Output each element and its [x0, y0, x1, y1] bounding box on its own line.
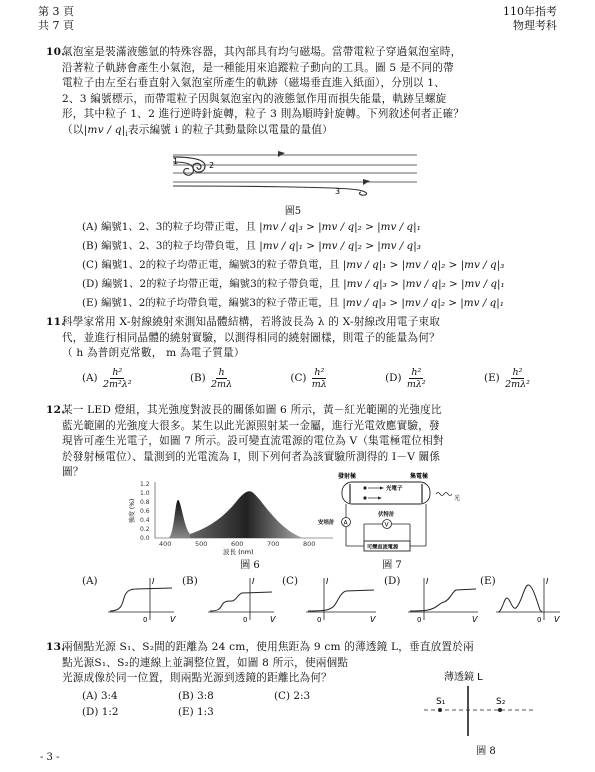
option-d[interactable]: (D)	[384, 575, 401, 587]
option-b[interactable]: (B) $\frac{h}{2m\lambda}$	[189, 367, 233, 390]
svg-text:0: 0	[537, 616, 542, 624]
s1-label: S₁	[436, 697, 446, 707]
svg-text:A: A	[343, 519, 348, 527]
svg-text:0.4: 0.4	[140, 517, 150, 524]
question-10	[46, 45, 562, 143]
figure-5-tracks	[165, 148, 425, 198]
figure-6-spectrum	[128, 478, 338, 556]
svg-text:I: I	[252, 577, 255, 586]
svg-text:V: V	[170, 615, 176, 624]
photoelectron-label: 光電子	[386, 486, 403, 492]
svg-text:0: 0	[243, 616, 248, 624]
subject-name: 物理考科	[513, 19, 557, 32]
dc-source-label: 可變直流電源	[367, 544, 399, 551]
svg-text:0: 0	[317, 616, 322, 624]
svg-text:I: I	[326, 577, 329, 586]
iv-graph-e	[494, 576, 564, 626]
page-number: 第 3 頁	[38, 5, 74, 18]
track-label-3: 3	[335, 187, 341, 196]
option-b[interactable]: (B) 3:8	[178, 690, 214, 702]
collector-label: 集電極	[410, 473, 429, 480]
iv-graph-c	[304, 576, 378, 626]
svg-text:400: 400	[159, 540, 172, 548]
s2-label: S₂	[496, 697, 506, 707]
svg-text:0: 0	[143, 616, 148, 624]
q11-options	[82, 367, 532, 390]
option-b[interactable]: (B) 編號1、2、3的粒子均帶負電，且 |mv / q|₁ > |mv / q|₂ > |mv / q|₃	[82, 240, 421, 252]
question-11: 11. 科學家常用 X-射線繞射來測知晶體結構，若將波長為 λ 的 X-射線改用電子束取 代，並進行相同晶體的繞射實驗，以測得相同的繞射圖樣，則電子的能量為何？ （ h 為普朗克常數， m 為電子質量）	[46, 316, 441, 360]
q10-options	[82, 218, 505, 313]
option-d[interactable]: (D) 編號1、2的粒子均帶正電，編號3的粒子帶負電，且 |mv / q|₃ > |mv / q|₂ > |mv / q|₁	[82, 278, 505, 290]
page-total: 共 7 頁	[38, 19, 74, 32]
svg-text:0: 0	[417, 616, 422, 624]
track-label-2: 2	[209, 161, 215, 170]
svg-text:V: V	[384, 521, 389, 529]
option-d[interactable]: (D) 1:2	[82, 706, 119, 718]
option-c[interactable]: (C) 編號1、2的粒子均帶正電，編號3的粒子帶負電，且 |mv / q|₁ > |mv / q|₂ > |mv / q|₃	[82, 259, 505, 271]
iv-graph-b	[206, 576, 276, 626]
svg-text:I: I	[426, 577, 429, 586]
svg-text:600: 600	[231, 540, 244, 548]
q10-note: （以$|mv / q|_i$表示編號 i 的粒子其動量除以電量的量值）	[62, 123, 333, 139]
option-e[interactable]: (E) 1:3	[178, 706, 214, 718]
track-label-1: 1	[173, 157, 179, 166]
voltmeter-label: 伏特計	[378, 512, 395, 518]
option-a[interactable]: (A)	[82, 575, 98, 587]
iv-graph-d	[406, 576, 480, 626]
svg-text:V: V	[554, 615, 560, 624]
figure-7-circuit	[318, 470, 478, 560]
question-number: 10.	[46, 46, 66, 58]
svg-text:V: V	[370, 615, 376, 624]
option-e[interactable]: (E) $\frac{\text{h²}}{\text{2mλ²}}$	[484, 367, 530, 390]
figure-8-caption: 圖 8	[476, 746, 496, 757]
q10-line: 2、3 編號標示，而帶電粒子因與氣泡室內的液態氫作用而損失能量，軌跡呈螺旋	[62, 92, 447, 105]
q13-options	[82, 688, 362, 720]
light-label: 光	[454, 495, 461, 502]
svg-text:800: 800	[303, 540, 316, 548]
q10-line: 形，其中粒子 1、2 進行逆時針旋轉，粒子 3 則為順時針旋轉。下列敘述何者正確？	[62, 108, 465, 121]
option-a[interactable]: (A) 編號1、2、3的粒子均帶正電，且 |mv / q|₃ > |mv / q|₂ > |mv / q|₁	[82, 221, 421, 233]
fig6-ylabel: 強度 (%)	[129, 498, 136, 523]
lens-label: 薄透鏡 L	[444, 672, 483, 683]
figure-5-caption: 圖5	[284, 206, 302, 217]
q10-line: 氣泡室是裝滿液態氫的特殊容器，其內部具有均勻磁場。當帶電粒子穿過氣泡室時，	[62, 46, 462, 58]
figure-7-caption: 圖 7	[382, 560, 402, 571]
svg-text:0.6: 0.6	[140, 508, 150, 515]
option-c[interactable]: (C) $\frac{\text{h²}}{m\lambda}$	[290, 367, 327, 390]
svg-text:500: 500	[195, 540, 208, 548]
option-e[interactable]: (E) 編號1、2的粒子均帶負電，編號3的粒子帶正電，且 |mv / q|₃ > |mv / q|₂ > |mv / q|₁	[82, 297, 504, 309]
q10-line: 電粒子由左至右垂直射入氣泡室所產生的軌跡（磁場垂直進入紙面），分別以 1、	[62, 77, 445, 90]
option-a[interactable]: (A) $\frac{\text{h²}}{\text{2m²λ²}}$	[82, 367, 132, 390]
question-13: 13. 兩個點光源 S₁、S₂間的距離為 24 cm，使用焦距為 9 cm 的薄透鏡 L，垂直放置於兩 點光源S₁、S₂的連線上並調整位置，如圖 8 所示，使兩個點 光源成像於同一位置，則兩點光源到透鏡的距離比為何？	[46, 641, 474, 685]
exam-name: 110年指考	[503, 5, 557, 18]
svg-text:0.2: 0.2	[140, 526, 150, 533]
option-e[interactable]: (E)	[480, 575, 496, 587]
option-c[interactable]: (C) 2:3	[274, 690, 311, 702]
source-s1-icon	[438, 708, 442, 712]
svg-text:V: V	[270, 615, 276, 624]
figure-6-caption: 圖 6	[240, 560, 260, 571]
arrow-icon	[278, 151, 285, 157]
svg-text:I: I	[152, 577, 155, 586]
option-a[interactable]: (A) 3:4	[82, 690, 118, 702]
iv-graph-a	[106, 576, 176, 626]
svg-text:1.0: 1.0	[140, 490, 150, 497]
svg-text:0.8: 0.8	[140, 499, 150, 506]
question-12: 12. 某一 LED 燈組，其光強度對波長的關係如圖 6 所示，黃－紅光範圍的光強度比 藍光範圍的光強度大很多。某生以此光源照射某一金屬，進行光電效應實驗，發 現皆可產生光電子，如圖 7 所示。設可變直流電源的電位為 V（集電極電位相對 於發射極電位）、量測到的光電流為 I，則下列何者為該實驗所測得的 I－V 關係 圖？	[46, 404, 444, 479]
q10-line: 沿著粒子軌跡會產生小氣泡，是一種能用來追蹤粒子動向的工具。圖 5 是不同的帶	[62, 61, 454, 74]
svg-text:V: V	[472, 615, 478, 624]
q12-options	[82, 572, 562, 627]
option-d[interactable]: (D) $\frac{\text{h²}}{\text{mλ²}}$	[385, 367, 426, 390]
source-s2-icon	[498, 708, 502, 712]
svg-text:1.2: 1.2	[140, 481, 150, 488]
svg-text:I: I	[546, 577, 549, 586]
svg-text:0.0: 0.0	[140, 535, 150, 542]
fig6-xlabel: 波長 (nm)	[223, 548, 254, 556]
page-footer: - 3 -	[40, 752, 60, 763]
emitter-label: 發射極	[338, 473, 357, 480]
option-c[interactable]: (C)	[282, 575, 299, 587]
ammeter-label: 安培計	[318, 520, 335, 526]
figure-8-lens	[420, 668, 540, 740]
option-b[interactable]: (B)	[182, 575, 198, 587]
svg-text:700: 700	[267, 540, 280, 548]
